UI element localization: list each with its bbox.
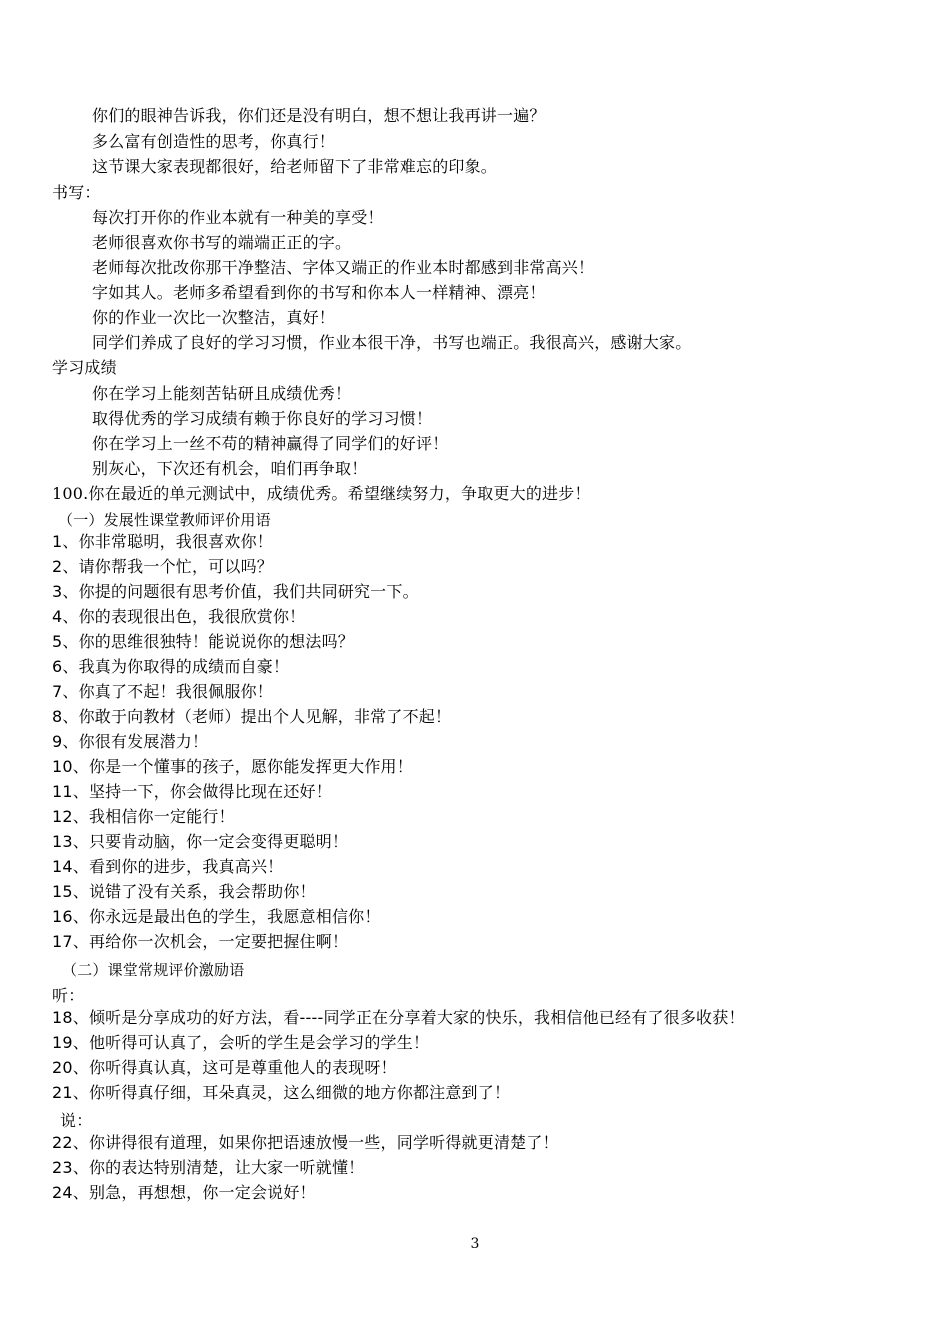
intro-line: 多么富有创造性的思考，你真行！ bbox=[92, 132, 336, 151]
list-item: 18、倾听是分享成功的好方法，看----同学正在分享着大家的快乐，我相信他已经有了很多收获！ bbox=[52, 1008, 745, 1027]
list-item: 6、我真为你取得的成绩而自豪！ bbox=[52, 657, 290, 676]
list-item: 1、你非常聪明，我很喜欢你！ bbox=[52, 532, 273, 551]
list-item: 24、别急，再想想，你一定会说好！ bbox=[52, 1183, 316, 1202]
achievement-numbered-line: 100.你在最近的单元测试中，成绩优秀。希望继续努力，争取更大的进步！ bbox=[52, 484, 591, 503]
list-item: 8、你敢于向教材（老师）提出个人见解，非常了不起！ bbox=[52, 707, 452, 726]
writing-line: 你的作业一次比一次整洁，真好！ bbox=[92, 308, 336, 327]
list-item: 9、你很有发展潜力！ bbox=[52, 732, 209, 751]
writing-line: 每次打开你的作业本就有一种美的享受！ bbox=[92, 208, 384, 227]
list-item: 20、你听得真认真，这可是尊重他人的表现呀！ bbox=[52, 1058, 397, 1077]
section-heading-one: （一）发展性课堂教师评价用语 bbox=[58, 511, 271, 529]
list-item: 23、你的表达特别清楚，让大家一听就懂！ bbox=[52, 1158, 365, 1177]
subheading-speak: 说： bbox=[60, 1111, 93, 1130]
intro-line: 这节课大家表现都很好，给老师留下了非常难忘的印象。 bbox=[92, 157, 498, 176]
list-item: 12、我相信你一定能行！ bbox=[52, 807, 235, 826]
writing-line: 老师每次批改你那干净整洁、字体又端正的作业本时都感到非常高兴！ bbox=[92, 258, 595, 277]
section-heading-writing: 书写： bbox=[52, 183, 101, 202]
achievement-line: 你在学习上能刻苦钻研且成绩优秀！ bbox=[92, 384, 352, 403]
list-item: 7、你真了不起！我很佩服你！ bbox=[52, 682, 273, 701]
subheading-listen: 听： bbox=[52, 986, 85, 1005]
list-item: 4、你的表现很出色，我很欣赏你！ bbox=[52, 607, 306, 626]
page-number: 3 bbox=[470, 1236, 480, 1252]
list-item: 13、只要肯动脑，你一定会变得更聪明！ bbox=[52, 832, 349, 851]
list-item: 5、你的思维很独特！能说说你的想法吗？ bbox=[52, 632, 354, 651]
achievement-line: 你在学习上一丝不苟的精神赢得了同学们的好评！ bbox=[92, 434, 449, 453]
list-item: 22、你讲得很有道理，如果你把语速放慢一些，同学听得就更清楚了！ bbox=[52, 1133, 559, 1152]
list-item: 10、你是一个懂事的孩子，愿你能发挥更大作用！ bbox=[52, 757, 413, 776]
list-item: 16、你永远是最出色的学生，我愿意相信你！ bbox=[52, 907, 381, 926]
achievement-line: 别灰心，下次还有机会，咱们再争取！ bbox=[92, 459, 368, 478]
writing-line: 同学们养成了良好的学习习惯，作业本很干净，书写也端正。我很高兴，感谢大家。 bbox=[92, 333, 692, 352]
list-item: 17、再给你一次机会，一定要把握住啊！ bbox=[52, 932, 349, 951]
list-item: 14、看到你的进步，我真高兴！ bbox=[52, 857, 284, 876]
writing-line: 字如其人。老师多希望看到你的书写和你本人一样精神、漂亮！ bbox=[92, 283, 546, 302]
achievement-line: 取得优秀的学习成绩有赖于你良好的学习习惯！ bbox=[92, 409, 433, 428]
writing-line: 老师很喜欢你书写的端端正正的字。 bbox=[92, 233, 352, 252]
section-heading-two: （二）课堂常规评价激励语 bbox=[62, 961, 245, 979]
list-item: 2、请你帮我一个忙，可以吗？ bbox=[52, 557, 273, 576]
list-item: 21、你听得真仔细，耳朵真灵，这么细微的地方你都注意到了！ bbox=[52, 1083, 511, 1102]
list-item: 11、坚持一下，你会做得比现在还好！ bbox=[52, 782, 332, 801]
list-item: 3、你提的问题很有思考价值，我们共同研究一下。 bbox=[52, 582, 419, 601]
list-item: 19、他听得可认真了，会听的学生是会学习的学生！ bbox=[52, 1033, 430, 1052]
list-item: 15、说错了没有关系，我会帮助你！ bbox=[52, 882, 316, 901]
intro-line: 你们的眼神告诉我，你们还是没有明白，想不想让我再讲一遍？ bbox=[92, 106, 546, 125]
section-heading-achievement: 学习成绩 bbox=[52, 358, 117, 377]
